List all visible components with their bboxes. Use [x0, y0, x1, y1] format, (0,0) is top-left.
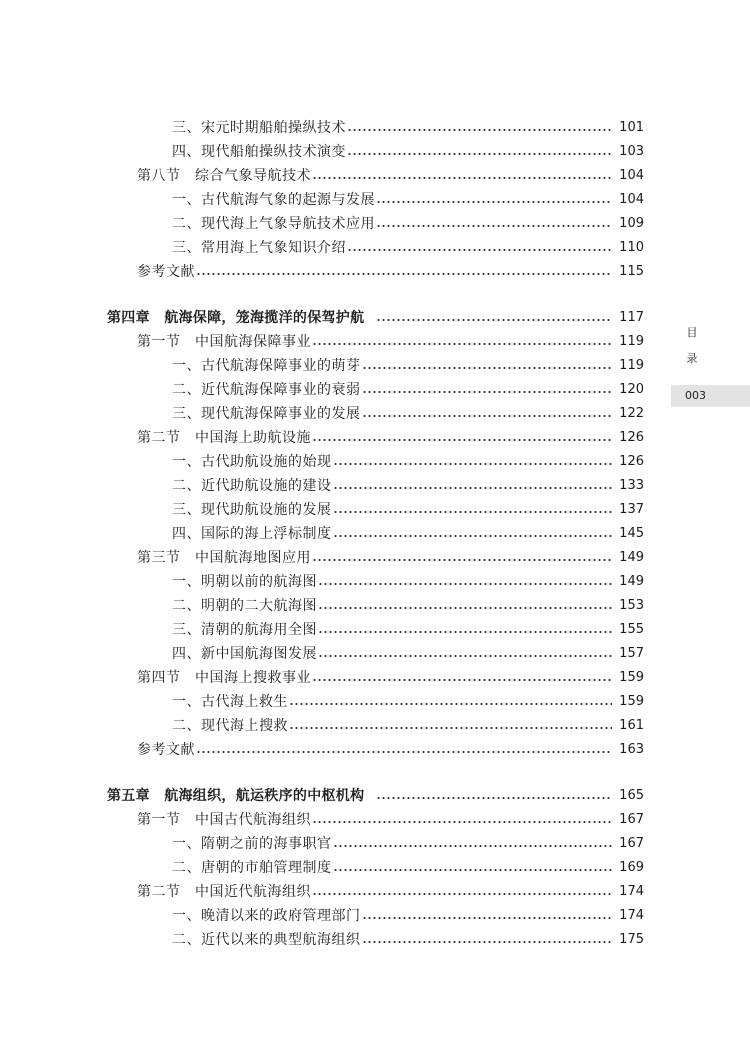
toc-page-number: 165	[619, 788, 644, 803]
toc-entry-title: 二、明朝的二大航海图	[172, 598, 317, 614]
toc-entry-row	[172, 522, 644, 546]
toc-page-number: 104	[619, 168, 644, 183]
toc-entry-title: 三、现代助航设施的发展	[172, 502, 332, 518]
toc-references-entry[interactable]	[0, 260, 750, 284]
dot-leader	[333, 832, 613, 856]
toc-subsection-entry[interactable]	[0, 378, 750, 402]
toc-subsection-entry[interactable]	[0, 642, 750, 666]
toc-entry-title: 二、现代海上搜救	[172, 718, 288, 734]
toc-entry-row	[172, 140, 644, 164]
toc-page-number: 163	[619, 742, 644, 757]
toc-entry-row	[172, 378, 644, 402]
toc-entry-title: 二、近代航海保障事业的衰弱	[172, 382, 361, 398]
toc-entry-title: 三、宋元时期船舶操纵技术	[172, 120, 346, 136]
toc-entry-row	[172, 188, 644, 212]
dot-leader	[376, 212, 612, 236]
toc-entry-row	[172, 354, 644, 378]
dot-leader	[312, 330, 612, 354]
toc-page-number: 120	[619, 382, 644, 397]
toc-section-entry[interactable]	[0, 426, 750, 450]
toc-entry-row	[137, 666, 644, 690]
toc-subsection-entry[interactable]	[0, 570, 750, 594]
toc-page-number: 174	[619, 884, 644, 899]
toc-entry-row	[137, 546, 644, 570]
dot-leader	[312, 880, 612, 904]
dot-leader	[318, 642, 612, 666]
dot-leader	[333, 474, 613, 498]
toc-page-number: 117	[619, 310, 644, 325]
dot-leader	[376, 784, 612, 808]
toc-subsection-entry[interactable]	[0, 832, 750, 856]
dot-leader	[333, 856, 613, 880]
toc-page-number: 159	[619, 694, 644, 709]
toc-entry-title: 第八节 综合气象导航技术	[137, 168, 311, 184]
toc-entry-row	[172, 690, 644, 714]
dot-leader	[347, 236, 612, 260]
toc-page-number: 149	[619, 550, 644, 565]
toc-subsection-entry[interactable]	[0, 904, 750, 928]
toc-entry-title: 第三节 中国航海地图应用	[137, 550, 311, 566]
toc-entry-row	[172, 832, 644, 856]
dot-leader	[347, 140, 612, 164]
toc-entry-row	[137, 738, 644, 762]
dot-leader	[312, 164, 612, 188]
toc-entry-row	[172, 642, 644, 666]
toc-entry-title: 三、常用海上气象知识介绍	[172, 240, 346, 256]
toc-page-number: 167	[619, 836, 644, 851]
toc-entry-title: 一、古代助航设施的始现	[172, 454, 332, 470]
toc-entry-title: 第二节 中国近代航海组织	[137, 884, 311, 900]
toc-chapter-entry[interactable]	[0, 784, 750, 808]
toc-subsection-entry[interactable]	[0, 474, 750, 498]
dot-leader	[318, 570, 612, 594]
toc-entry-row	[172, 450, 644, 474]
toc-entry-title: 二、近代以来的典型航海组织	[172, 932, 361, 948]
toc-entry-title: 一、晚清以来的政府管理部门	[172, 908, 361, 924]
toc-entry-title: 第一节 中国航海保障事业	[137, 334, 311, 350]
dot-leader	[376, 188, 612, 212]
toc-subsection-entry[interactable]	[0, 236, 750, 260]
toc-entry-title: 一、古代航海保障事业的萌芽	[172, 358, 361, 374]
toc-entry-title: 二、唐朝的市舶管理制度	[172, 860, 332, 876]
toc-subsection-entry[interactable]	[0, 140, 750, 164]
dot-leader	[333, 450, 613, 474]
toc-subsection-entry[interactable]	[0, 856, 750, 880]
toc-entry-row	[172, 904, 644, 928]
toc-page-number: 155	[619, 622, 644, 637]
dot-leader	[362, 402, 613, 426]
toc-section-entry[interactable]	[0, 880, 750, 904]
dot-leader	[362, 354, 613, 378]
dot-leader	[362, 378, 613, 402]
toc-subsection-entry[interactable]	[0, 690, 750, 714]
toc-page-number: 133	[619, 478, 644, 493]
toc-section-entry[interactable]	[0, 330, 750, 354]
toc-entry-title: 一、隋朝之前的海事职官	[172, 836, 332, 852]
toc-entry-row	[107, 306, 644, 330]
toc-entry-title: 一、古代航海气象的起源与发展	[172, 192, 375, 208]
toc-page-number: 175	[619, 932, 644, 947]
toc-section-entry[interactable]	[0, 164, 750, 188]
toc-page-number: 110	[619, 240, 644, 255]
toc-subsection-entry[interactable]	[0, 498, 750, 522]
toc-page-number: 157	[619, 646, 644, 661]
toc-entry-title: 一、明朝以前的航海图	[172, 574, 317, 590]
toc-page-number: 119	[619, 334, 644, 349]
toc-entry-row	[172, 928, 644, 952]
toc-entry-title: 第五章 航海组织，航运秩序的中枢机构	[107, 788, 365, 804]
toc-subsection-entry[interactable]	[0, 354, 750, 378]
toc-page-number: 119	[619, 358, 644, 373]
toc-page-number: 122	[619, 406, 644, 421]
dot-leader	[318, 594, 612, 618]
toc-subsection-entry[interactable]	[0, 594, 750, 618]
toc-chapter-entry[interactable]	[0, 306, 750, 330]
toc-entry-row	[137, 426, 644, 450]
dot-leader	[196, 260, 612, 284]
toc-references-entry[interactable]	[0, 738, 750, 762]
toc-entry-title: 第一节 中国古代航海组织	[137, 812, 311, 828]
toc-entry-title: 第四节 中国海上搜救事业	[137, 670, 311, 686]
toc-subsection-entry[interactable]	[0, 714, 750, 738]
toc-section-entry[interactable]	[0, 666, 750, 690]
side-label-lu: 录	[686, 352, 698, 365]
toc-subsection-entry[interactable]	[0, 522, 750, 546]
toc-page-number: 115	[619, 264, 644, 279]
dot-leader	[289, 690, 612, 714]
toc-entry-title: 第四章 航海保障，笼海揽洋的保驾护航	[107, 310, 365, 326]
dot-leader	[312, 808, 612, 832]
toc-entry-title: 参考文献	[137, 264, 195, 280]
toc-entry-row	[172, 498, 644, 522]
toc-page-number: 169	[619, 860, 644, 875]
toc-section-entry[interactable]	[0, 808, 750, 832]
toc-page-number: 126	[619, 454, 644, 469]
toc-page-number: 109	[619, 216, 644, 231]
dot-leader	[196, 738, 612, 762]
toc-subsection-entry[interactable]	[0, 188, 750, 212]
toc-entry-title: 四、新中国航海图发展	[172, 646, 317, 662]
toc-subsection-entry[interactable]	[0, 116, 750, 140]
toc-page-number: 126	[619, 430, 644, 445]
toc-entry-row	[137, 164, 644, 188]
toc-entry-row	[107, 784, 644, 808]
toc-page-number: 153	[619, 598, 644, 613]
toc-page-number: 101	[619, 120, 644, 135]
toc-entry-row	[137, 808, 644, 832]
toc-subsection-entry[interactable]	[0, 402, 750, 426]
toc-entry-row	[172, 474, 644, 498]
toc-subsection-entry[interactable]	[0, 618, 750, 642]
dot-leader	[347, 116, 612, 140]
toc-entry-title: 三、现代航海保障事业的发展	[172, 406, 361, 422]
toc-entry-title: 一、古代海上救生	[172, 694, 288, 710]
toc-entry-row	[137, 330, 644, 354]
toc-entry-title: 四、国际的海上浮标制度	[172, 526, 332, 542]
toc-entry-title: 二、近代助航设施的建设	[172, 478, 332, 494]
toc-entry-row	[172, 618, 644, 642]
toc-subsection-entry[interactable]	[0, 450, 750, 474]
toc-page-number: 161	[619, 718, 644, 733]
toc-page-number: 145	[619, 526, 644, 541]
dot-leader	[289, 714, 612, 738]
toc-entry-title: 四、现代船舶操纵技术演变	[172, 144, 346, 160]
dot-leader	[333, 498, 613, 522]
dot-leader	[376, 306, 612, 330]
toc-entry-title: 参考文献	[137, 742, 195, 758]
toc-entry-title: 三、清朝的航海用全图	[172, 622, 317, 638]
toc-page-number: 103	[619, 144, 644, 159]
toc-page-number: 174	[619, 908, 644, 923]
dot-leader	[312, 546, 612, 570]
toc-page-number: 104	[619, 192, 644, 207]
page-number-tab: 003	[671, 385, 750, 407]
toc-page-number: 159	[619, 670, 644, 685]
side-label-mu: 目	[686, 326, 698, 339]
dot-leader	[312, 426, 612, 450]
toc-section-entry[interactable]	[0, 546, 750, 570]
toc-entry-row	[137, 260, 644, 284]
toc-entry-row	[172, 402, 644, 426]
toc-subsection-entry[interactable]	[0, 212, 750, 236]
dot-leader	[362, 904, 613, 928]
dot-leader	[362, 928, 613, 952]
toc-page-number: 137	[619, 502, 644, 517]
dot-leader	[318, 618, 612, 642]
toc-entry-row	[172, 714, 644, 738]
toc-entry-row	[172, 856, 644, 880]
dot-leader	[312, 666, 612, 690]
toc-page-number: 167	[619, 812, 644, 827]
toc-entry-row	[172, 212, 644, 236]
toc-entry-row	[137, 880, 644, 904]
toc-entry-row	[172, 594, 644, 618]
toc-page-number: 149	[619, 574, 644, 589]
toc-entry-row	[172, 236, 644, 260]
toc-entry-title: 二、现代海上气象导航技术应用	[172, 216, 375, 232]
dot-leader	[333, 522, 613, 546]
toc-entry-row	[172, 116, 644, 140]
toc-entry-title: 第二节 中国海上助航设施	[137, 430, 311, 446]
toc-entry-row	[172, 570, 644, 594]
toc-subsection-entry[interactable]	[0, 928, 750, 952]
